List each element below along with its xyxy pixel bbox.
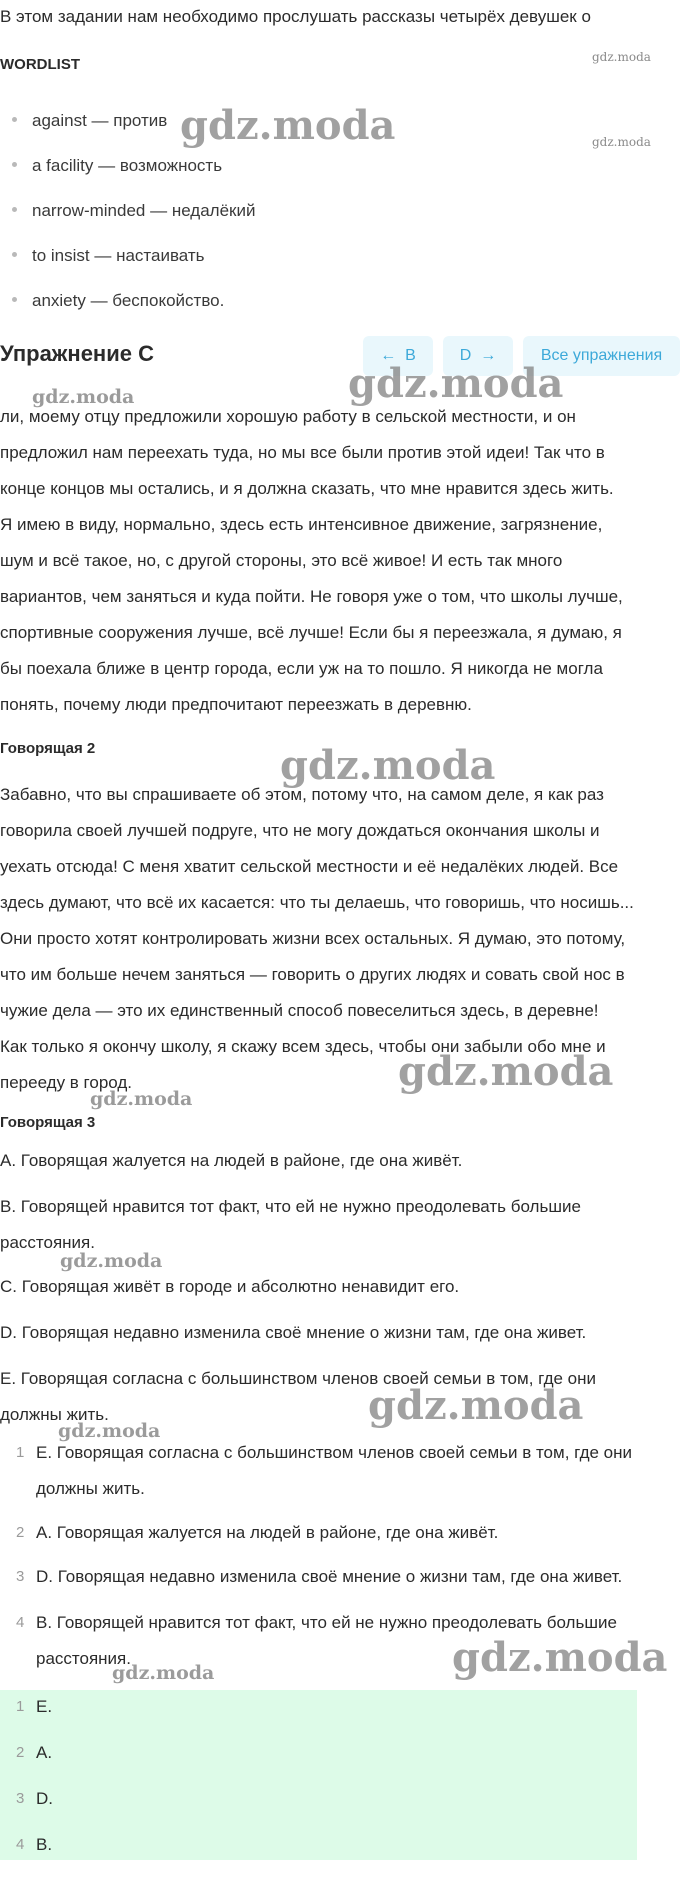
paragraph-line: Как только я окончу школу, я скажу всем здесь, чтобы они забыли обо мне и	[0, 1037, 606, 1056]
bullet-icon	[12, 162, 17, 167]
answer-value: E.	[36, 1697, 53, 1716]
bullet-icon	[12, 117, 17, 122]
answer-value: D.	[36, 1789, 53, 1808]
wordlist-item: to insist — настаивать	[12, 245, 205, 267]
wordlist-title: WORDLIST	[0, 56, 80, 73]
next-exercise-button[interactable]: D →	[443, 336, 513, 376]
option-b-cont: расстояния.	[0, 1233, 95, 1252]
speaker-3-title: Говорящая 3	[0, 1114, 96, 1131]
watermark: gdz.moda	[348, 360, 564, 407]
answer-number: 4	[16, 1836, 25, 1853]
prev-exercise-button[interactable]: ← B	[363, 336, 433, 376]
list-number: 4	[16, 1614, 25, 1631]
paragraph-line: спортивные сооружения лучше, всё лучше! Если бы я переезжала, я думаю, я	[0, 623, 622, 642]
watermark: gdz.moda	[592, 135, 651, 149]
watermark: gdz.moda	[368, 1382, 584, 1429]
watermark: gdz.moda	[280, 742, 496, 789]
list-item-cont: должны жить.	[36, 1479, 145, 1498]
wordlist-item: narrow-minded — недалёкий	[12, 200, 255, 222]
paragraph-line: Забавно, что вы спрашиваете об этом, потому что, на самом деле, я как раз	[0, 785, 604, 804]
watermark: gdz.moda	[90, 1088, 193, 1110]
list-number: 1	[16, 1444, 25, 1461]
paragraph-line: говорила своей лучшей подруге, что не могу дождаться окончания школы и	[0, 821, 600, 840]
option-e: E. Говорящая согласна с большинством членов своей семьи в том, где они	[0, 1369, 597, 1388]
paragraph-line: что им больше нечем заняться — говорить о других людях и совать свой нос в	[0, 965, 625, 984]
list-number: 3	[16, 1568, 25, 1585]
answer-block	[0, 1690, 637, 1860]
option-a: A. Говорящая жалуется на людей в районе, где она живёт.	[0, 1151, 463, 1170]
paragraph-line: предложил нам переехать туда, но мы все были против этой идеи! Так что в	[0, 443, 605, 462]
paragraph-line: конце концов мы остались, и я должна сказать, что мне нравится здесь жить.	[0, 479, 614, 498]
list-item: B. Говорящей нравится тот факт, что ей не нужно преодолевать большие	[36, 1613, 617, 1632]
answer-number: 2	[16, 1744, 25, 1761]
arrow-left-icon: ←	[380, 347, 397, 364]
watermark: gdz.moda	[112, 1662, 215, 1684]
paragraph-line: чужие дела — это их единственный способ повеселиться здесь, в деревне!	[0, 1001, 599, 1020]
paragraph-line: понять, почему люди предпочитают переезжать в деревню.	[0, 695, 472, 714]
wordlist-item: a facility — возможность	[12, 155, 222, 177]
paragraph-line: здесь думают, что всё их касается: что ты делаешь, что говоришь, что носишь...	[0, 893, 634, 912]
wordlist-item: against — против	[12, 110, 167, 132]
speaker-2-title: Говорящая 2	[0, 740, 96, 757]
option-e-cont: должны жить.	[0, 1405, 109, 1424]
paragraph-line: ли, моему отцу предложили хорошую работу в сельской местности, и он	[0, 407, 576, 426]
watermark: gdz.moda	[32, 386, 135, 408]
watermark: gdz.moda	[180, 102, 396, 149]
list-number: 2	[16, 1524, 25, 1541]
watermark: gdz.moda	[60, 1250, 163, 1272]
option-d: D. Говорящая недавно изменила своё мнение о жизни там, где она живет.	[0, 1323, 587, 1342]
watermark: gdz.moda	[398, 1048, 614, 1095]
bullet-icon	[12, 207, 17, 212]
option-b: B. Говорящей нравится тот факт, что ей не нужно преодолевать большие	[0, 1197, 581, 1216]
paragraph-line: вариантов, чем заняться и куда пойти. Не говоря уже о том, что школы лучше,	[0, 587, 623, 606]
bullet-icon	[12, 297, 17, 302]
paragraph-line: уехать отсюда! С меня хватит сельской местности и её недалёких людей. Все	[0, 857, 619, 876]
answer-value: A.	[36, 1743, 53, 1762]
answer-number: 3	[16, 1790, 25, 1807]
bullet-icon	[12, 252, 17, 257]
answer-number: 1	[16, 1698, 25, 1715]
paragraph-line: Я имею в виду, нормально, здесь есть интенсивное движение, загрязнение,	[0, 515, 603, 534]
watermark: gdz.moda	[592, 50, 651, 64]
arrow-right-icon: →	[480, 347, 497, 364]
paragraph-line: шум и всё такое, но, с другой стороны, это всё живое! И есть так много	[0, 551, 563, 570]
list-item-cont: расстояния.	[36, 1649, 131, 1668]
list-item: E. Говорящая согласна с большинством членов своей семьи в том, где они	[36, 1443, 633, 1462]
wordlist-item: anxiety — беспокойство.	[12, 290, 224, 312]
exercise-title: Упражнение C	[0, 341, 154, 366]
intro-text: В этом задании нам необходимо прослушать рассказы четырёх девушек о	[0, 7, 591, 26]
list-item: D. Говорящая недавно изменила своё мнение о жизни там, где она живет.	[36, 1567, 623, 1586]
watermark: gdz.moda	[58, 1420, 161, 1442]
answer-value: B.	[36, 1835, 53, 1854]
list-item: A. Говорящая жалуется на людей в районе, где она живёт.	[36, 1523, 499, 1542]
watermark: gdz.moda	[452, 1634, 668, 1681]
option-c: C. Говорящая живёт в городе и абсолютно ненавидит его.	[0, 1277, 460, 1296]
paragraph-line: перееду в город.	[0, 1073, 133, 1092]
paragraph-line: бы поехала ближе в центр города, если уж на то пошло. Я никогда не могла	[0, 659, 603, 678]
all-exercises-button[interactable]: Все упражнения	[523, 336, 680, 376]
paragraph-line: Они просто хотят контролировать жизни всех остальных. Я думаю, это потому,	[0, 929, 626, 948]
